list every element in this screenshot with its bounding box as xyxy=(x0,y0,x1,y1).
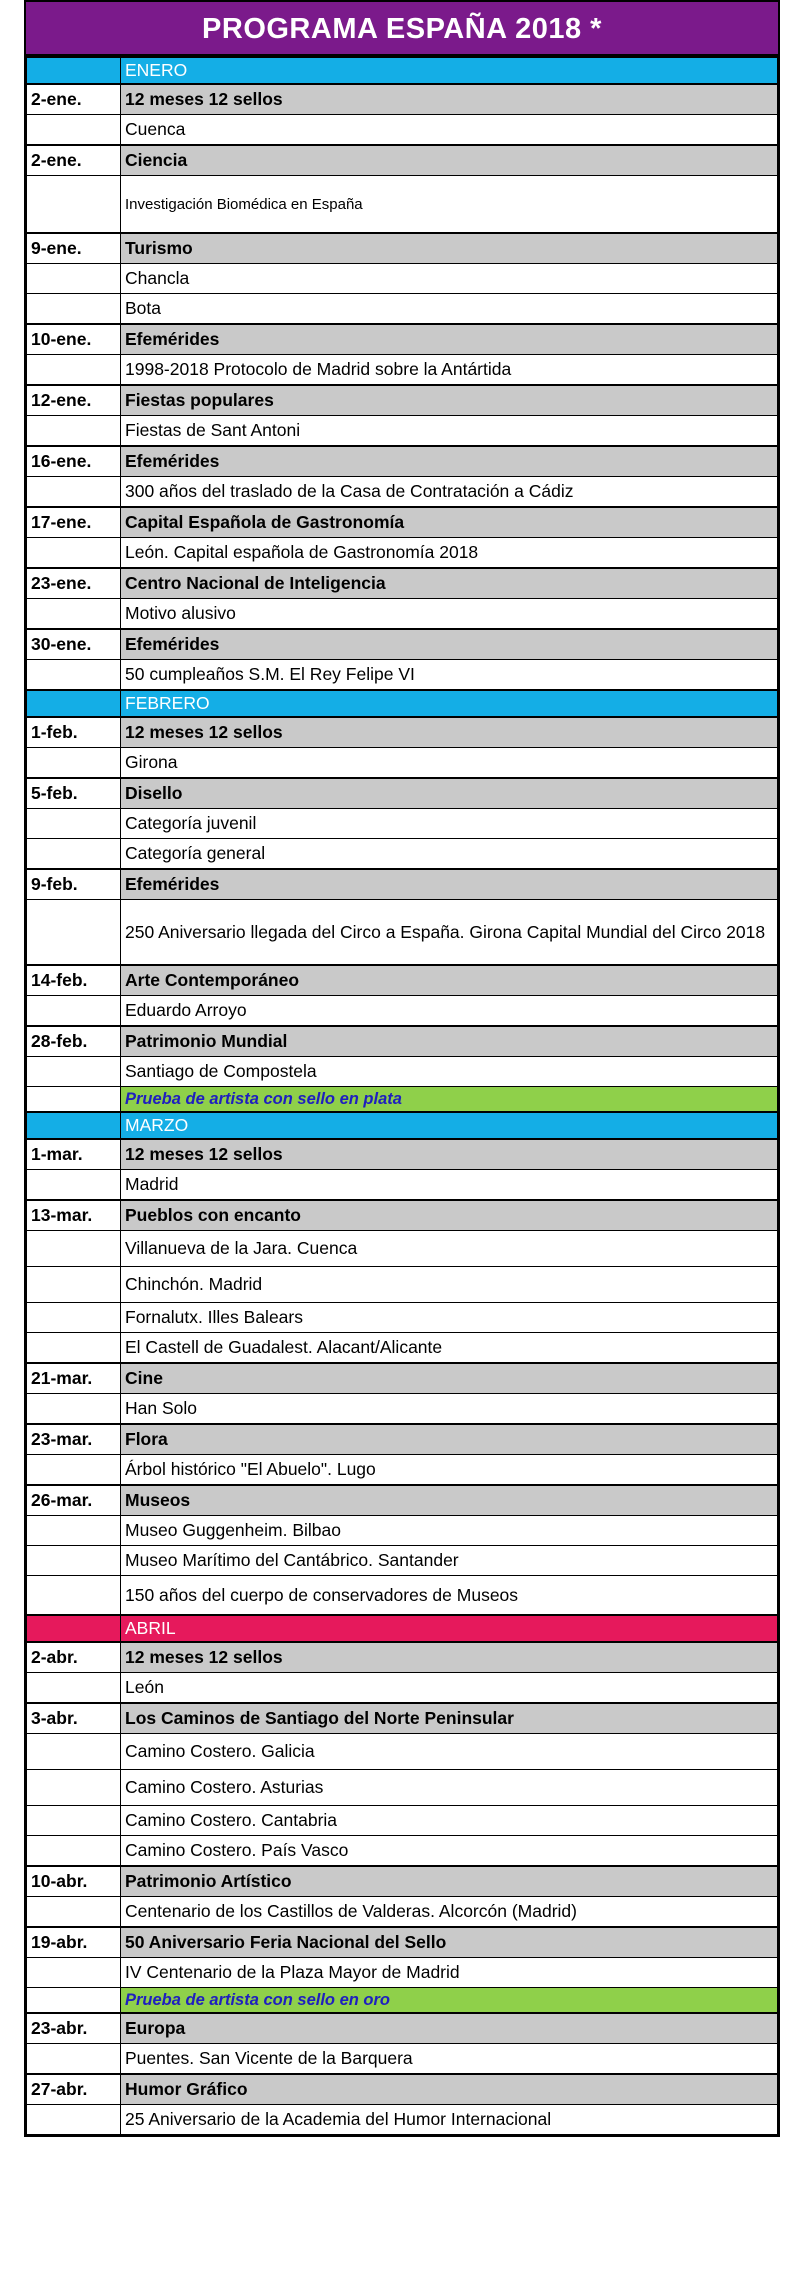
date-cell xyxy=(27,809,121,839)
category-label: Efemérides xyxy=(121,324,778,355)
program-rows xyxy=(27,57,778,2135)
note-label: Prueba de artista con sello en oro xyxy=(121,1988,778,2014)
month-label: FEBRERO xyxy=(121,690,778,717)
date-cell xyxy=(27,416,121,447)
category-row xyxy=(27,385,778,416)
category-row xyxy=(27,2013,778,2044)
date-cell xyxy=(27,1231,121,1267)
date-cell xyxy=(27,748,121,779)
date-cell xyxy=(27,599,121,630)
date-cell: 14-feb. xyxy=(27,965,121,996)
item-label: Camino Costero. Asturias xyxy=(121,1770,778,1806)
item-row xyxy=(27,1516,778,1546)
date-cell xyxy=(27,2105,121,2135)
date-cell xyxy=(27,176,121,234)
date-cell: 5-feb. xyxy=(27,778,121,809)
date-cell: 2-ene. xyxy=(27,84,121,115)
date-cell xyxy=(27,1836,121,1867)
item-row xyxy=(27,1267,778,1303)
category-row xyxy=(27,1703,778,1734)
category-row xyxy=(27,1139,778,1170)
date-cell xyxy=(27,1958,121,1988)
category-label: Efemérides xyxy=(121,629,778,660)
date-cell xyxy=(27,1087,121,1113)
category-row xyxy=(27,1363,778,1394)
date-cell: 12-ene. xyxy=(27,385,121,416)
date-cell: 13-mar. xyxy=(27,1200,121,1231)
date-cell xyxy=(27,1615,121,1642)
item-row xyxy=(27,1231,778,1267)
date-cell: 27-abr. xyxy=(27,2074,121,2105)
category-row xyxy=(27,1642,778,1673)
item-label: 1998-2018 Protocolo de Madrid sobre la Antártida xyxy=(121,355,778,386)
item-row xyxy=(27,660,778,691)
category-label: Cine xyxy=(121,1363,778,1394)
item-row xyxy=(27,1576,778,1616)
date-cell: 26-mar. xyxy=(27,1485,121,1516)
item-label: Motivo alusivo xyxy=(121,599,778,630)
category-label: 12 meses 12 sellos xyxy=(121,84,778,115)
date-cell xyxy=(27,355,121,386)
date-cell: 28-feb. xyxy=(27,1026,121,1057)
date-cell xyxy=(27,294,121,325)
category-row xyxy=(27,507,778,538)
note-row xyxy=(27,1988,778,2014)
category-row xyxy=(27,446,778,477)
category-label: Ciencia xyxy=(121,145,778,176)
date-cell xyxy=(27,538,121,569)
category-row xyxy=(27,1200,778,1231)
item-label: Fiestas de Sant Antoni xyxy=(121,416,778,447)
item-row xyxy=(27,748,778,779)
date-cell xyxy=(27,900,121,966)
item-row xyxy=(27,355,778,386)
category-row xyxy=(27,1026,778,1057)
date-cell xyxy=(27,1303,121,1333)
date-cell: 19-abr. xyxy=(27,1927,121,1958)
item-label: Camino Costero. Galicia xyxy=(121,1734,778,1770)
page-title: PROGRAMA ESPAÑA 2018 * xyxy=(26,0,778,56)
date-cell xyxy=(27,1267,121,1303)
date-cell: 21-mar. xyxy=(27,1363,121,1394)
item-row xyxy=(27,176,778,234)
date-cell xyxy=(27,1112,121,1139)
category-label: Capital Española de Gastronomía xyxy=(121,507,778,538)
category-row xyxy=(27,1866,778,1897)
date-cell: 16-ene. xyxy=(27,446,121,477)
item-row xyxy=(27,839,778,870)
date-cell: 1-feb. xyxy=(27,717,121,748)
date-cell xyxy=(27,1170,121,1201)
date-cell xyxy=(27,1897,121,1928)
item-row xyxy=(27,115,778,146)
date-cell xyxy=(27,57,121,84)
item-label: Investigación Biomédica en España xyxy=(121,176,778,234)
category-row xyxy=(27,717,778,748)
item-label: El Castell de Guadalest. Alacant/Alicante xyxy=(121,1333,778,1364)
date-cell: 23-ene. xyxy=(27,568,121,599)
date-cell: 10-abr. xyxy=(27,1866,121,1897)
category-row xyxy=(27,1424,778,1455)
date-cell xyxy=(27,1394,121,1425)
date-cell xyxy=(27,1546,121,1576)
item-row xyxy=(27,1170,778,1201)
date-cell xyxy=(27,1806,121,1836)
month-header-row xyxy=(27,1112,778,1139)
category-label: Efemérides xyxy=(121,446,778,477)
date-cell: 17-ene. xyxy=(27,507,121,538)
item-row xyxy=(27,599,778,630)
item-label: Museo Marítimo del Cantábrico. Santander xyxy=(121,1546,778,1576)
item-row xyxy=(27,1455,778,1486)
date-cell: 2-abr. xyxy=(27,1642,121,1673)
item-row xyxy=(27,264,778,294)
item-row xyxy=(27,996,778,1027)
item-label: Categoría juvenil xyxy=(121,809,778,839)
category-label: Humor Gráfico xyxy=(121,2074,778,2105)
item-label: 25 Aniversario de la Academia del Humor Internacional xyxy=(121,2105,778,2135)
item-row xyxy=(27,416,778,447)
item-label: Camino Costero. Cantabria xyxy=(121,1806,778,1836)
item-label: Girona xyxy=(121,748,778,779)
category-row xyxy=(27,965,778,996)
date-cell xyxy=(27,839,121,870)
date-cell xyxy=(27,996,121,1027)
date-cell xyxy=(27,1516,121,1546)
category-label: Fiestas populares xyxy=(121,385,778,416)
date-cell xyxy=(27,1057,121,1087)
category-row xyxy=(27,233,778,264)
category-row xyxy=(27,1485,778,1516)
item-label: Han Solo xyxy=(121,1394,778,1425)
item-label: León xyxy=(121,1673,778,1704)
category-label: Arte Contemporáneo xyxy=(121,965,778,996)
item-row xyxy=(27,1057,778,1087)
month-header-row xyxy=(27,1615,778,1642)
item-label: 300 años del traslado de la Casa de Contratación a Cádiz xyxy=(121,477,778,508)
category-row xyxy=(27,324,778,355)
category-row xyxy=(27,568,778,599)
item-label: Camino Costero. País Vasco xyxy=(121,1836,778,1867)
date-cell: 9-ene. xyxy=(27,233,121,264)
date-cell xyxy=(27,477,121,508)
category-label: Centro Nacional de Inteligencia xyxy=(121,568,778,599)
program-sheet xyxy=(24,0,780,2137)
item-row xyxy=(27,1673,778,1704)
item-label: Categoría general xyxy=(121,839,778,870)
item-label: Fornalutx. Illes Balears xyxy=(121,1303,778,1333)
item-label: Árbol histórico "El Abuelo". Lugo xyxy=(121,1455,778,1486)
category-label: Europa xyxy=(121,2013,778,2044)
item-label: 50 cumpleaños S.M. El Rey Felipe VI xyxy=(121,660,778,691)
category-label: 12 meses 12 sellos xyxy=(121,1139,778,1170)
month-label: MARZO xyxy=(121,1112,778,1139)
category-label: Pueblos con encanto xyxy=(121,1200,778,1231)
item-row xyxy=(27,1836,778,1867)
item-label: Cuenca xyxy=(121,115,778,146)
item-row xyxy=(27,809,778,839)
category-row xyxy=(27,1927,778,1958)
item-row xyxy=(27,2044,778,2075)
item-row xyxy=(27,1958,778,1988)
category-label: 12 meses 12 sellos xyxy=(121,717,778,748)
item-label: Museo Guggenheim. Bilbao xyxy=(121,1516,778,1546)
item-label: Chancla xyxy=(121,264,778,294)
item-label: Eduardo Arroyo xyxy=(121,996,778,1027)
category-row xyxy=(27,84,778,115)
date-cell xyxy=(27,1673,121,1704)
date-cell: 23-abr. xyxy=(27,2013,121,2044)
note-row xyxy=(27,1087,778,1113)
item-row xyxy=(27,477,778,508)
item-label: Madrid xyxy=(121,1170,778,1201)
month-header-row xyxy=(27,57,778,84)
date-cell xyxy=(27,660,121,691)
item-row xyxy=(27,1770,778,1806)
category-label: 50 Aniversario Feria Nacional del Sello xyxy=(121,1927,778,1958)
date-cell: 9-feb. xyxy=(27,869,121,900)
category-row xyxy=(27,2074,778,2105)
month-label: ABRIL xyxy=(121,1615,778,1642)
item-label: Chinchón. Madrid xyxy=(121,1267,778,1303)
category-label: Disello xyxy=(121,778,778,809)
item-row xyxy=(27,1734,778,1770)
note-label: Prueba de artista con sello en plata xyxy=(121,1087,778,1113)
item-row xyxy=(27,538,778,569)
category-label: Efemérides xyxy=(121,869,778,900)
item-label: Centenario de los Castillos de Valderas. Alcorcón (Madrid) xyxy=(121,1897,778,1928)
date-cell xyxy=(27,1734,121,1770)
date-cell: 1-mar. xyxy=(27,1139,121,1170)
category-label: Patrimonio Mundial xyxy=(121,1026,778,1057)
item-label: IV Centenario de la Plaza Mayor de Madrid xyxy=(121,1958,778,1988)
category-label: Museos xyxy=(121,1485,778,1516)
date-cell xyxy=(27,115,121,146)
month-label: ENERO xyxy=(121,57,778,84)
category-row xyxy=(27,869,778,900)
item-row xyxy=(27,1394,778,1425)
date-cell xyxy=(27,1333,121,1364)
item-row xyxy=(27,1303,778,1333)
item-label: Puentes. San Vicente de la Barquera xyxy=(121,2044,778,2075)
item-label: León. Capital española de Gastronomía 2018 xyxy=(121,538,778,569)
date-cell xyxy=(27,2044,121,2075)
item-label: 150 años del cuerpo de conservadores de Museos xyxy=(121,1576,778,1616)
item-label: Bota xyxy=(121,294,778,325)
item-label: Villanueva de la Jara. Cuenca xyxy=(121,1231,778,1267)
date-cell: 30-ene. xyxy=(27,629,121,660)
category-label: Turismo xyxy=(121,233,778,264)
category-label: Patrimonio Artístico xyxy=(121,1866,778,1897)
date-cell xyxy=(27,1455,121,1486)
category-label: Los Caminos de Santiago del Norte Peninsular xyxy=(121,1703,778,1734)
item-row xyxy=(27,1897,778,1928)
date-cell xyxy=(27,1770,121,1806)
category-row xyxy=(27,778,778,809)
category-label: 12 meses 12 sellos xyxy=(121,1642,778,1673)
category-label: Flora xyxy=(121,1424,778,1455)
item-label: 250 Aniversario llegada del Circo a España. Girona Capital Mundial del Circo 2018 xyxy=(121,900,778,966)
date-cell: 2-ene. xyxy=(27,145,121,176)
date-cell xyxy=(27,264,121,294)
item-label: Santiago de Compostela xyxy=(121,1057,778,1087)
item-row xyxy=(27,1546,778,1576)
date-cell xyxy=(27,1988,121,2014)
month-header-row xyxy=(27,690,778,717)
program-table xyxy=(26,56,778,2135)
category-row xyxy=(27,145,778,176)
date-cell: 23-mar. xyxy=(27,1424,121,1455)
date-cell xyxy=(27,1576,121,1616)
item-row xyxy=(27,900,778,966)
date-cell: 10-ene. xyxy=(27,324,121,355)
date-cell: 3-abr. xyxy=(27,1703,121,1734)
item-row xyxy=(27,1333,778,1364)
item-row xyxy=(27,1806,778,1836)
category-row xyxy=(27,629,778,660)
item-row xyxy=(27,294,778,325)
date-cell xyxy=(27,690,121,717)
item-row xyxy=(27,2105,778,2135)
